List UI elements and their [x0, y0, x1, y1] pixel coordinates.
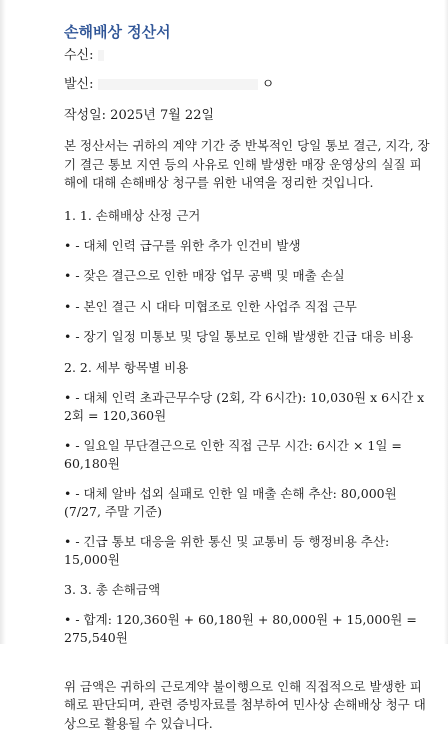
scan-shadow-right: [444, 0, 448, 644]
date-line: 작성일: 2025년 7월 22일: [64, 106, 432, 125]
sender-line: [64, 75, 432, 94]
total-item: • - 합계: 120,360원 + 60,180원 + 80,000원 + 15,000원 = 275,540원: [64, 611, 432, 648]
scan-shadow-left: [0, 0, 6, 644]
list-item: • - 대체 알바 섭외 실패로 인한 일 매출 손해 추산: 80,000원 (7/27, 주말 기준): [64, 485, 432, 522]
list-item: • - 대체 인력 급구를 위한 추가 인건비 발생: [64, 237, 432, 256]
section-heading-details: 2. 2. 세부 항목별 비용: [64, 359, 432, 377]
list-item: • - 대체 인력 초과근무수당 (2회, 각 6시간): 10,030원 x 6시간 x 2회 = 120,360원: [64, 389, 432, 426]
list-item: • - 일요일 무단결근으로 인한 직접 근무 시간: 6시간 × 1일 = 60,180원: [64, 437, 432, 474]
sender-trailing-char: ㅇ: [262, 77, 275, 92]
recipient-label: 수신:: [64, 48, 94, 63]
list-item: • - 장기 일정 미통보 및 당일 통보로 인해 발생한 긴급 대응 비용: [64, 328, 432, 347]
recipient-line: [64, 46, 432, 65]
list-item: • - 잦은 결근으로 인한 매장 업무 공백 및 매출 손실: [64, 267, 432, 286]
list-item: • - 긴급 통보 대응을 위한 통신 및 교통비 등 행정비용 추산: 15,000원: [64, 533, 432, 570]
section-heading-total: 3. 3. 총 손해금액: [64, 581, 432, 599]
redacted-sender: [98, 79, 258, 90]
list-item: • - 본인 결근 시 대타 미협조로 인한 사업주 직접 근무: [64, 298, 432, 317]
closing-paragraph: 위 금액은 귀하의 근로계약 불이행으로 인해 직접적으로 발생한 피해로 판단되며, 관련 증빙자료를 첨부하여 민사상 손해배상 청구 대상으로 활용될 수 있습니다.: [64, 678, 432, 733]
sender-label: 발신:: [64, 77, 94, 92]
redacted-recipient: [98, 50, 104, 61]
intro-paragraph: 본 정산서는 귀하의 계약 기간 중 반복적인 당일 통보 결근, 지각, 장기 결근 통보 지연 등의 사유로 인해 발생한 매장 운영상의 실질 피해에 대해 손해배상 청구를 위한 내역을 정리한 것입니다.: [64, 137, 432, 193]
section-heading-basis: 1. 1. 손해배상 산정 근거: [64, 207, 432, 225]
document-title: 손해배상 정산서: [64, 22, 432, 42]
